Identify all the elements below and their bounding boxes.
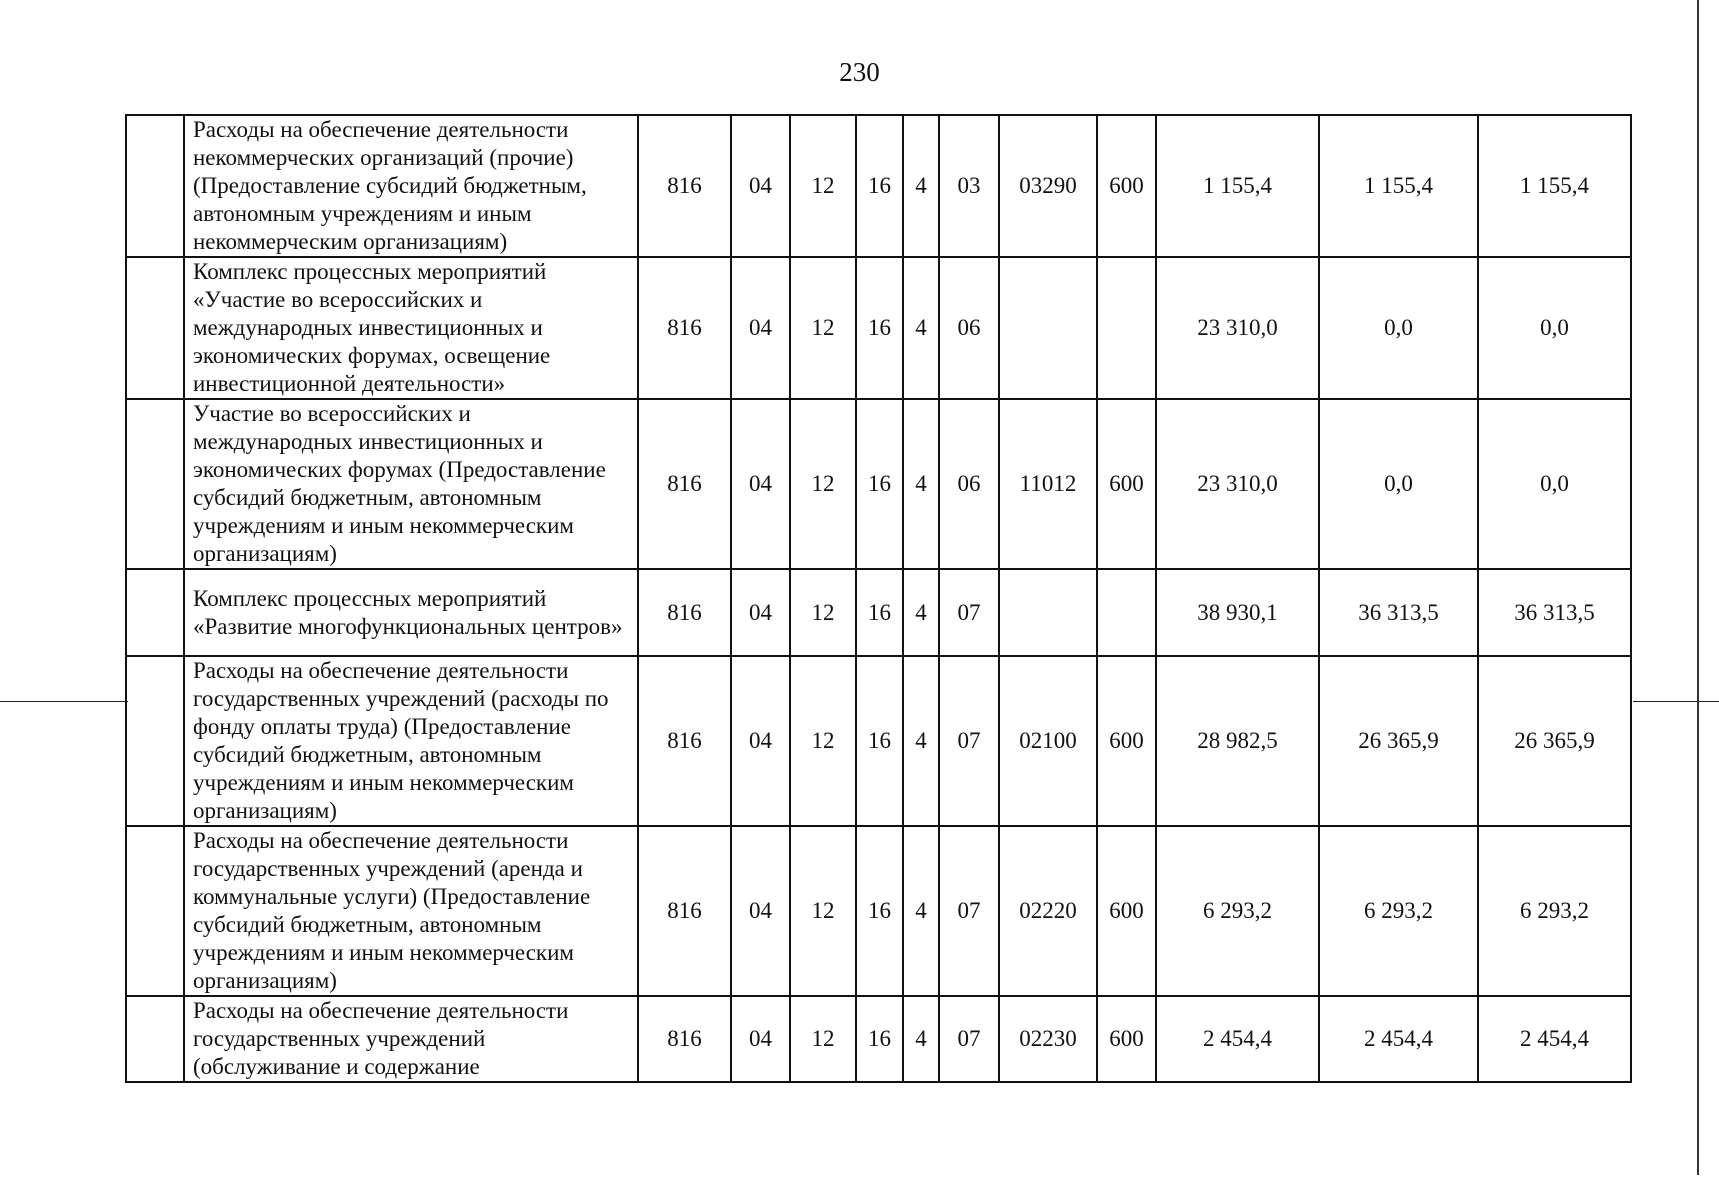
row-marker-cell: [126, 826, 184, 996]
amount-year-3: 2 454,4: [1478, 996, 1631, 1082]
section-code: 04: [731, 399, 790, 569]
ministry-code: 816: [638, 996, 731, 1082]
amount-year-2: 26 365,9: [1319, 656, 1478, 826]
budget-table: [125, 114, 1632, 1083]
program-type-code: 4: [903, 569, 939, 656]
table-row: [126, 996, 1631, 1082]
amount-year-2: 6 293,2: [1319, 826, 1478, 996]
amount-year-2: 1 155,4: [1319, 115, 1478, 257]
expense-direction-code: 02220: [999, 826, 1097, 996]
expense-type-code: 600: [1097, 656, 1156, 826]
amount-year-3: 1 155,4: [1478, 115, 1631, 257]
expense-type-code: 600: [1097, 115, 1156, 257]
amount-year-1: 23 310,0: [1156, 399, 1319, 569]
row-name: Расходы на обеспечение деятельности государственных учреждений (обслуживание и содержание: [184, 996, 638, 1082]
row-marker-cell: [126, 257, 184, 399]
amount-year-1: 38 930,1: [1156, 569, 1319, 656]
amount-year-3: 26 365,9: [1478, 656, 1631, 826]
amount-year-1: 6 293,2: [1156, 826, 1319, 996]
amount-year-2: 0,0: [1319, 257, 1478, 399]
table-row: [126, 569, 1631, 656]
ministry-code: 816: [638, 257, 731, 399]
row-name: Участие во всероссийских и международных инвестиционных и экономических форумах (Предоставление субсидий бюджетным, автономным учреждениям и иным некоммерческим организациям): [184, 399, 638, 569]
row-name: Расходы на обеспечение деятельности государственных учреждений (аренда и коммунальные услуги) (Предоставление субсидий бюджетным, автономным учреждениям и иным некоммерческим организациям): [184, 826, 638, 996]
section-code: 04: [731, 257, 790, 399]
structural-element-code: 06: [939, 399, 999, 569]
row-name: Расходы на обеспечение деятельности государственных учреждений (расходы по фонду оплаты труда) (Предоставление субсидий бюджетным, автономным учреждениям и иным некоммерческим организациям): [184, 656, 638, 826]
scan-fold-line-left: [0, 701, 128, 702]
subsection-code: 12: [790, 569, 856, 656]
structural-element-code: 06: [939, 257, 999, 399]
program-type-code: 4: [903, 399, 939, 569]
table-row: [126, 115, 1631, 257]
subsection-code: 12: [790, 399, 856, 569]
row-name: Комплекс процессных мероприятий «Участие во всероссийских и международных инвестиционных и экономических форумах, освещение инвестиционной деятельности»: [184, 257, 638, 399]
amount-year-2: 36 313,5: [1319, 569, 1478, 656]
structural-element-code: 07: [939, 826, 999, 996]
expense-type-code: [1097, 257, 1156, 399]
amount-year-2: 2 454,4: [1319, 996, 1478, 1082]
scan-page-edge: [1697, 0, 1699, 1175]
amount-year-3: 0,0: [1478, 399, 1631, 569]
row-marker-cell: [126, 569, 184, 656]
scan-fold-line-right: [1633, 701, 1719, 702]
ministry-code: 816: [638, 115, 731, 257]
section-code: 04: [731, 115, 790, 257]
expense-type-code: [1097, 569, 1156, 656]
amount-year-1: 2 454,4: [1156, 996, 1319, 1082]
amount-year-1: 28 982,5: [1156, 656, 1319, 826]
structural-element-code: 07: [939, 656, 999, 826]
subsection-code: 12: [790, 115, 856, 257]
program-code: 16: [856, 569, 903, 656]
table-row: [126, 656, 1631, 826]
subsection-code: 12: [790, 656, 856, 826]
ministry-code: 816: [638, 656, 731, 826]
ministry-code: 816: [638, 826, 731, 996]
row-marker-cell: [126, 996, 184, 1082]
table-row: [126, 399, 1631, 569]
program-code: 16: [856, 399, 903, 569]
section-code: 04: [731, 826, 790, 996]
row-marker-cell: [126, 115, 184, 257]
ministry-code: 816: [638, 569, 731, 656]
program-code: 16: [856, 996, 903, 1082]
amount-year-3: 6 293,2: [1478, 826, 1631, 996]
program-code: 16: [856, 656, 903, 826]
program-code: 16: [856, 115, 903, 257]
structural-element-code: 07: [939, 569, 999, 656]
section-code: 04: [731, 996, 790, 1082]
row-name: Расходы на обеспечение деятельности некоммерческих организаций (прочие) (Предоставление субсидий бюджетным, автономным учреждениям и иным некоммерческим организациям): [184, 115, 638, 257]
structural-element-code: 03: [939, 115, 999, 257]
amount-year-3: 36 313,5: [1478, 569, 1631, 656]
row-name: Комплекс процессных мероприятий «Развитие многофункциональных центров»: [184, 569, 638, 656]
amount-year-1: 23 310,0: [1156, 257, 1319, 399]
expense-type-code: 600: [1097, 996, 1156, 1082]
expense-direction-code: 02230: [999, 996, 1097, 1082]
program-code: 16: [856, 826, 903, 996]
subsection-code: 12: [790, 826, 856, 996]
amount-year-3: 0,0: [1478, 257, 1631, 399]
expense-direction-code: [999, 569, 1097, 656]
program-code: 16: [856, 257, 903, 399]
row-marker-cell: [126, 399, 184, 569]
program-type-code: 4: [903, 996, 939, 1082]
structural-element-code: 07: [939, 996, 999, 1082]
amount-year-1: 1 155,4: [1156, 115, 1319, 257]
table-row: [126, 257, 1631, 399]
page-number: 230: [839, 57, 880, 87]
row-marker-cell: [126, 656, 184, 826]
expense-direction-code: 03290: [999, 115, 1097, 257]
ministry-code: 816: [638, 399, 731, 569]
section-code: 04: [731, 569, 790, 656]
subsection-code: 12: [790, 996, 856, 1082]
table-row: [126, 826, 1631, 996]
expense-direction-code: 02100: [999, 656, 1097, 826]
expense-direction-code: 11012: [999, 399, 1097, 569]
amount-year-2: 0,0: [1319, 399, 1478, 569]
program-type-code: 4: [903, 656, 939, 826]
subsection-code: 12: [790, 257, 856, 399]
program-type-code: 4: [903, 257, 939, 399]
expense-type-code: 600: [1097, 399, 1156, 569]
section-code: 04: [731, 656, 790, 826]
program-type-code: 4: [903, 115, 939, 257]
program-type-code: 4: [903, 826, 939, 996]
expense-direction-code: [999, 257, 1097, 399]
expense-type-code: 600: [1097, 826, 1156, 996]
